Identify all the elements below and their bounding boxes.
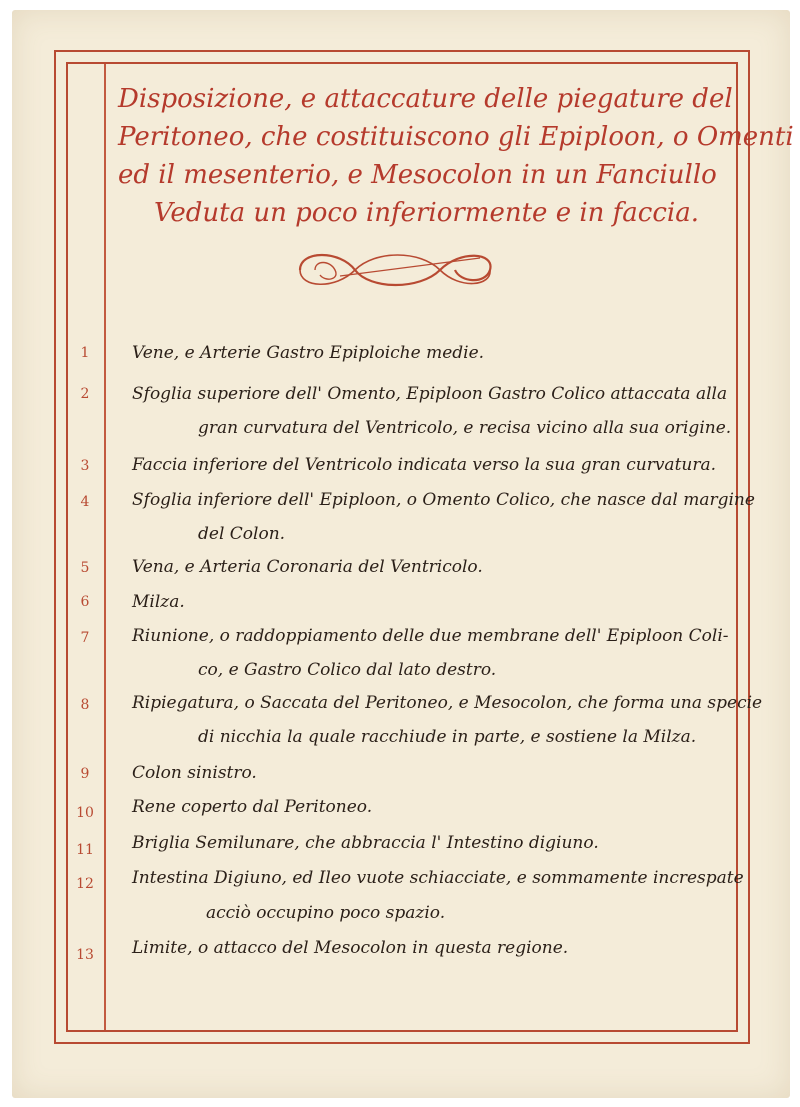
item-number: 6 [80, 594, 90, 610]
item-number: 8 [80, 697, 90, 713]
item-number: 7 [80, 630, 90, 646]
list-item: Faccia inferiore del Ventricolo indicata verso la sua gran curvatura. [132, 455, 717, 475]
list-item: Intestina Digiuno, ed Ileo vuote schiacciate, e sommamente increspate [132, 868, 744, 888]
item-number: 4 [80, 494, 90, 510]
list-item-continuation: di nicchia la quale racchiude in parte, e sostiene la Milza. [198, 727, 697, 747]
list-item: Vene, e Arterie Gastro Epiploiche medie. [132, 343, 485, 363]
item-number: 2 [80, 386, 90, 402]
item-number: 12 [76, 876, 94, 892]
item-number: 9 [80, 766, 90, 782]
title-line-4: Veduta un poco inferiormente e in faccia. [154, 198, 699, 228]
item-number: 10 [76, 805, 94, 821]
list-item: Rene coperto dal Peritoneo. [132, 797, 373, 817]
list-item: Sfoglia inferiore dell' Epiploon, o Omento Colico, che nasce dal margine [132, 490, 755, 510]
list-item: Ripiegatura, o Saccata del Peritoneo, e Mesocolon, che forma una specie [132, 693, 763, 713]
item-number: 5 [80, 560, 90, 576]
item-number: 1 [80, 345, 90, 361]
list-item: Limite, o attacco del Mesocolon in questa regione. [132, 938, 569, 958]
list-item-continuation: co, e Gastro Colico dal lato destro. [198, 660, 497, 680]
list-item-continuation: del Colon. [198, 524, 286, 544]
item-number: 3 [80, 458, 90, 474]
item-number: 11 [76, 842, 94, 858]
title-line-2: Peritoneo, che costituiscono gli Epiploon, o Omenti [118, 122, 794, 152]
list-item: Milza. [132, 592, 185, 612]
list-item: Sfoglia superiore dell' Omento, Epiploon Gastro Colico attaccata alla [132, 384, 728, 404]
list-item: Colon sinistro. [132, 763, 257, 783]
title-line-1: Disposizione, e attaccature delle piegature del [118, 84, 733, 114]
title-line-3: ed il mesenterio, e Mesocolon in un Fanciullo [118, 160, 717, 190]
list-item-continuation: gran curvatura del Ventricolo, e recisa vicino alla sua origine. [198, 418, 732, 438]
item-number: 13 [76, 947, 94, 963]
list-item: Riunione, o raddoppiamento delle due membrane dell' Epiploon Coli- [132, 626, 729, 646]
list-item-continuation: acciò occupino poco spazio. [206, 903, 446, 923]
list-item: Vena, e Arteria Coronaria del Ventricolo. [132, 557, 483, 577]
list-item: Briglia Semilunare, che abbraccia l' Intestino digiuno. [132, 833, 599, 853]
